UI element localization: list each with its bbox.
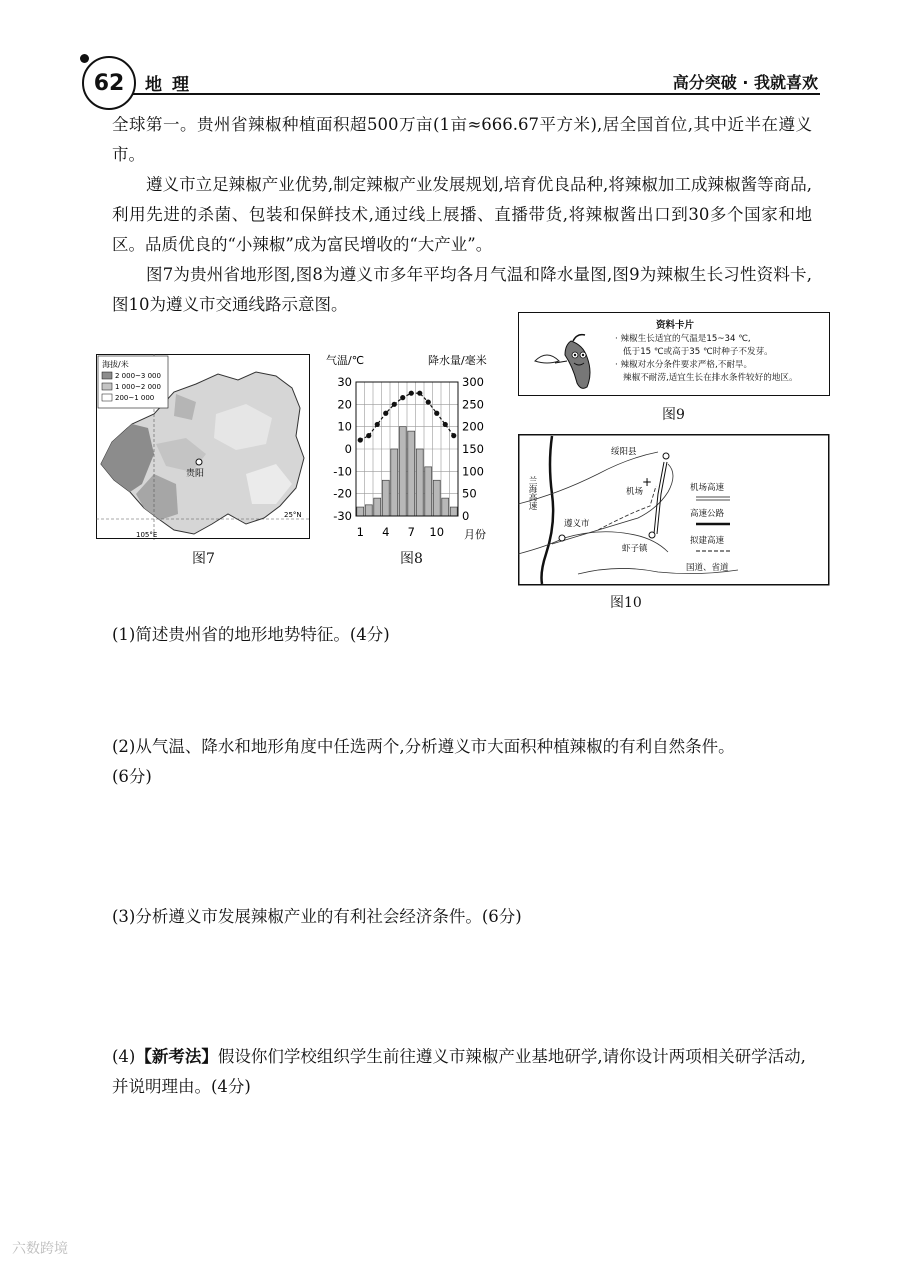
right-tick-label: 0 (462, 509, 470, 523)
airport-label: 机场 (626, 487, 644, 497)
figure9-card-text (615, 333, 827, 385)
legend-airport-expressway-label: 机场高速 (690, 483, 725, 493)
x-tick-label: 4 (382, 525, 390, 539)
precip-bar-10 (433, 480, 440, 516)
zunyi-label: 遵义市 (564, 519, 590, 529)
page-number-badge (82, 56, 136, 110)
figure9-line-1: · 辣椒生长适宜的气温是15~34 ℃, (615, 334, 751, 344)
temp-point-2 (366, 433, 371, 438)
precip-bar-2 (365, 505, 372, 516)
figure7-legend-label-1: 2 000~3 000 (115, 372, 161, 380)
lanhai-label: 兰海高速 (527, 476, 537, 510)
figure9-info-card (518, 312, 830, 396)
right-tick-label: 150 (462, 442, 484, 456)
temp-point-4 (383, 411, 388, 416)
subject-title: 地理 (145, 75, 199, 95)
x-tick-label: 7 (407, 525, 415, 539)
guiyang-label: 贵阳 (186, 469, 205, 479)
left-tick-label: -30 (333, 509, 352, 523)
figure8-caption: 图8 (400, 551, 423, 567)
question-4-number: (4) (112, 1047, 136, 1066)
watermark: 六数跨境 (12, 1241, 68, 1257)
paragraph-1: 全球第一。贵州省辣椒种植面积超500万亩(1亩≈666.67平方米),居全国首位,其中近半在遵义市。 (112, 115, 812, 164)
figure8-month-unit: 月份 (464, 528, 486, 541)
xiazi-label: 虾子镇 (622, 544, 648, 554)
header-rule (130, 93, 820, 95)
figure9-card-title: 资料卡片 (655, 320, 694, 331)
question-2-score: (6分) (112, 767, 152, 786)
suiyang-marker (663, 453, 669, 459)
airport-icon: + (642, 475, 653, 489)
precip-bar-3 (374, 498, 381, 516)
figure10-transport-map (518, 434, 830, 586)
precip-bar-1 (357, 507, 364, 516)
right-tick-label: 50 (462, 486, 477, 501)
suiyang-label: 绥阳县 (611, 447, 637, 457)
badge-dot (80, 54, 89, 63)
precip-bar-4 (382, 480, 389, 516)
figure7-legend-label-2: 1 000~2 000 (115, 383, 161, 391)
left-tick-label: -20 (333, 486, 352, 501)
figure9-line-2: 低于15 ℃或高于35 ℃时种子不发芽。 (623, 347, 773, 357)
precip-bar-11 (442, 498, 449, 516)
right-tick-label: 250 (462, 397, 484, 412)
x-tick-label: 10 (429, 525, 445, 539)
left-tick-label: 30 (337, 375, 352, 389)
temp-point-6 (400, 395, 405, 400)
temp-point-8 (417, 391, 422, 396)
precip-bar-9 (425, 467, 432, 516)
header-slogan: 高分突破 · 我就喜欢 (672, 73, 818, 92)
precip-bar-5 (391, 449, 398, 516)
question-1: (1)简述贵州省的地形地势特征。(4分) (112, 625, 390, 644)
question-4 (112, 1042, 817, 1102)
temp-point-3 (375, 422, 380, 427)
precip-bar-6 (399, 427, 406, 516)
question-4-text: 假设你们学校组织学生前往遵义市辣椒产业基地研学,请你设计两项相关研学活动,并说明理由。(4分) (112, 1047, 806, 1096)
legend-national-road-label: 国道、省道 (686, 563, 729, 573)
figure7-legend-swatch-3 (102, 394, 112, 401)
right-tick-label: 100 (462, 464, 484, 479)
left-tick-label: 20 (337, 397, 352, 412)
temp-point-10 (434, 411, 439, 416)
legend-planned-expressway-label: 拟建高速 (690, 536, 725, 546)
left-tick-label: 0 (344, 442, 352, 456)
question-4-tag: 【新考法】 (135, 1047, 218, 1066)
figure8-grid (356, 382, 458, 516)
chili-pepper-icon (529, 331, 609, 393)
figure7-legend-swatch-1 (102, 372, 112, 379)
figure7-legend-label-3: 200~1 000 (115, 394, 155, 402)
question-3: (3)分析遵义市发展辣椒产业的有利社会经济条件。(6分) (112, 907, 522, 926)
temp-point-1 (358, 437, 363, 442)
figure8-climate-chart (322, 350, 514, 548)
figure10-caption: 图10 (610, 595, 642, 611)
paragraph-2: 遵义市立足辣椒产业优势,制定辣椒产业发展规划,培育优良品种,将辣椒加工成辣椒酱等商品,利用先进的杀菌、包装和保鲜技术,通过线上展播、直播带货,将辣椒酱出口到30多个国家和地区。品质优良的“小辣椒”成为富民增收的“大产业”。 (112, 175, 812, 254)
figure7-lon-label: 105°E (136, 531, 158, 539)
zunyi-marker (559, 535, 565, 541)
figure9-line-4: 辣椒不耐涝,适宜生长在排水条件较好的地区。 (623, 373, 798, 383)
temp-point-11 (443, 422, 448, 427)
temp-point-12 (451, 433, 456, 438)
figure7-lat-label: 25°N (284, 511, 302, 519)
legend-expressway-label: 高速公路 (690, 509, 725, 519)
x-tick-label: 1 (356, 525, 364, 539)
figure7-caption: 图7 (192, 551, 215, 567)
paragraph-3: 图7为贵州省地形图,图8为遵义市多年平均各月气温和降水量图,图9为辣椒生长习性资料卡,图10为遵义市交通线路示意图。 (112, 265, 812, 314)
figure7-legend-title: 海拔/米 (102, 360, 129, 369)
guiyang-marker (196, 459, 202, 465)
temp-point-9 (426, 400, 431, 405)
temp-point-5 (392, 402, 397, 407)
question-2-text: (2)从气温、降水和地形角度中任选两个,分析遵义市大面积种植辣椒的有利自然条件。 (112, 737, 735, 756)
right-tick-label: 200 (462, 419, 484, 434)
figure8-right-axis-label: 降水量/毫米 (428, 354, 487, 367)
figure7-legend-swatch-2 (102, 383, 112, 390)
figure7-map (96, 354, 311, 540)
page-number: 62 (93, 70, 125, 96)
right-tick-label: 300 (462, 375, 484, 389)
figure9-caption: 图9 (662, 407, 685, 423)
question-2 (112, 732, 817, 792)
left-tick-label: -10 (333, 464, 352, 479)
temp-point-7 (409, 391, 414, 396)
left-tick-label: 10 (337, 419, 352, 434)
precip-bar-7 (408, 431, 415, 516)
precip-bar-8 (416, 449, 423, 516)
figure8-left-axis-label: 气温/℃ (326, 354, 365, 367)
precip-bar-12 (450, 507, 457, 516)
figure9-line-3: · 辣椒对水分条件要求严格,不耐旱。 (615, 360, 753, 370)
xiazi-marker (649, 532, 655, 538)
